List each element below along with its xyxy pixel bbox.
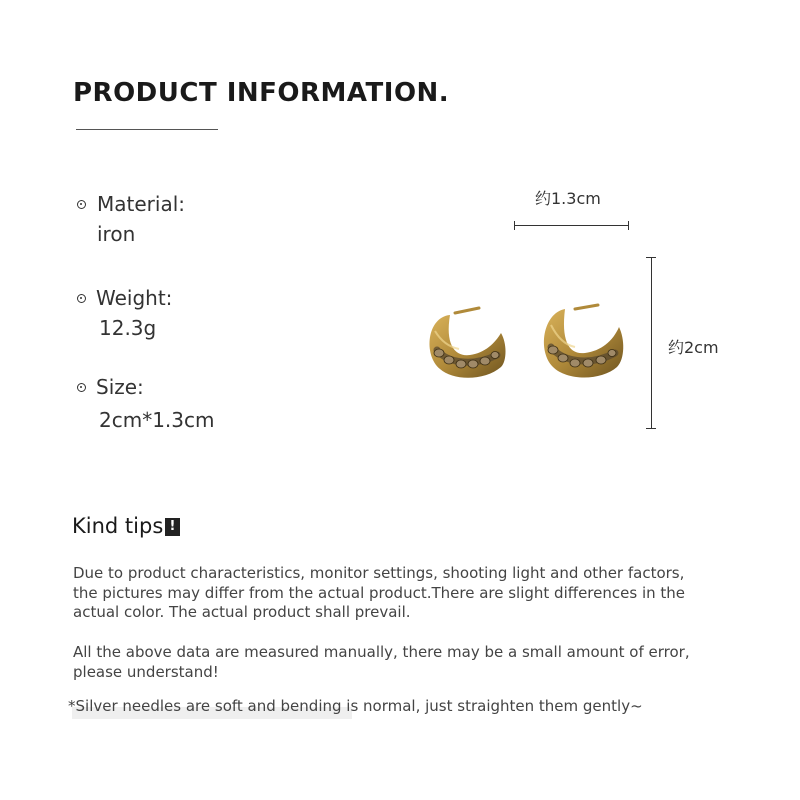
tips-paragraph-1: Due to product characteristics, monitor settings, shooting light and other factors, the pictures may differ from the actual product.There are slight differences in the actual color. The actual product shall prevail. — [73, 564, 685, 621]
width-dimension-label: 约1.3cm — [535, 189, 601, 208]
tips-note: *Silver needles are soft and bending is normal, just straighten them gently~ — [68, 697, 643, 715]
bullet-icon — [77, 294, 86, 303]
spec-material-value: iron — [97, 222, 136, 246]
spec-weight-value: 12.3g — [99, 316, 157, 340]
bullet-icon — [77, 200, 86, 209]
spec-weight-label: Weight: — [96, 286, 173, 310]
width-tick-left — [514, 221, 515, 230]
bullet-icon — [77, 383, 86, 392]
height-dimension-label: 约2cm — [668, 338, 719, 357]
width-tick-right — [628, 221, 629, 230]
page-title: PRODUCT INFORMATION. — [73, 78, 450, 108]
tips-paragraph-2: All the above data are measured manually, there may be a small amount of error, please understand! — [73, 643, 690, 681]
title-underline — [76, 129, 218, 130]
right-earring — [544, 305, 623, 378]
height-tick-bottom — [646, 428, 656, 429]
width-dimension-line — [514, 225, 629, 226]
spec-material-label: Material: — [97, 192, 185, 216]
height-tick-top — [646, 257, 656, 258]
spec-size-label: Size: — [96, 375, 144, 399]
height-dimension-line — [651, 258, 652, 429]
kind-tips-heading: Kind tips — [72, 514, 164, 538]
spec-size-value: 2cm*1.3cm — [99, 408, 215, 432]
alert-icon: ! — [165, 518, 180, 536]
earrings-image — [415, 295, 640, 395]
left-earring — [430, 308, 506, 378]
